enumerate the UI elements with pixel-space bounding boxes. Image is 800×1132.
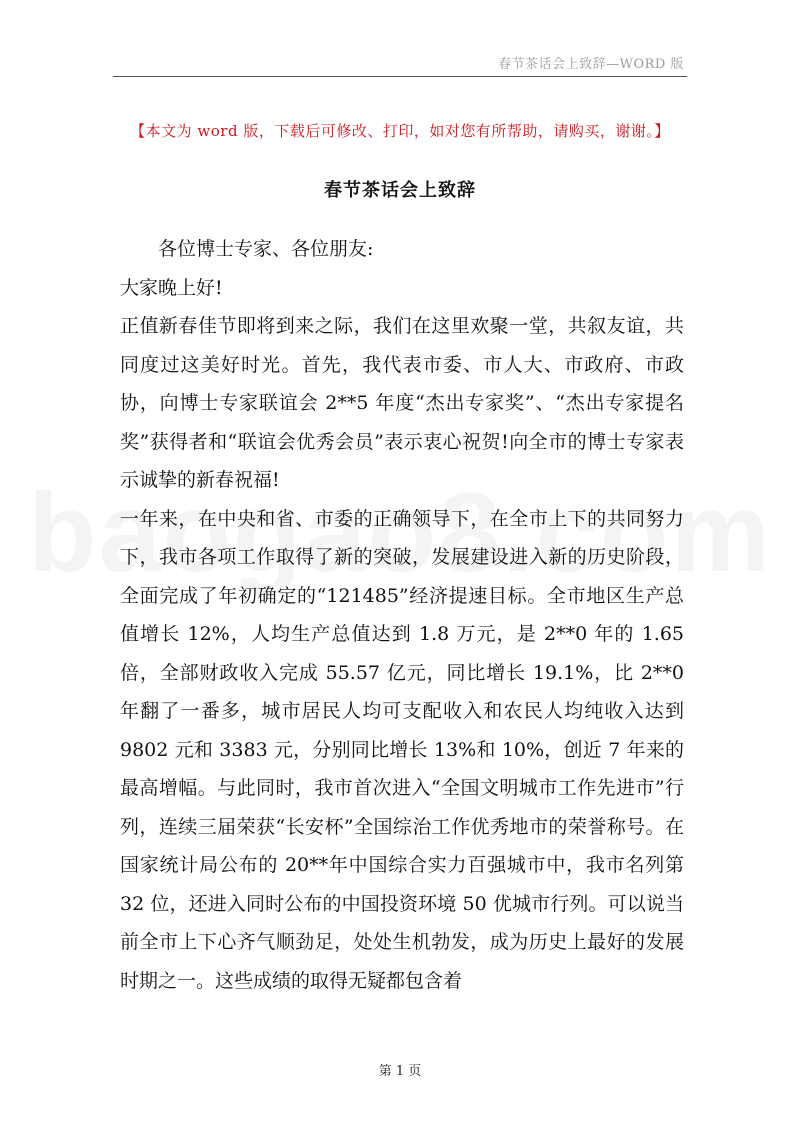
body-paragraph: 正值新春佳节即将到来之际，我们在这里欢聚一堂，共叙友谊，共同度过这美好时光。首先，我代表市委、市人大、市政府、市政协，向博士专家联谊会 2**5 年度“杰出专家奖”、“杰出专家提名奖”获得者和“联谊会优秀会员”表示衷心祝贺!向全市的博士专家表示诚挚的新春祝福! <box>120 315 684 491</box>
download-notice: 【本文为 word 版，下载后可修改、打印，如对您有所帮助，请购买，谢谢。】 <box>130 122 670 140</box>
document-body <box>120 230 684 1000</box>
salutation: 各位博士专家、各位朋友: <box>158 238 374 260</box>
body-paragraph: 一年来，在中央和省、市委的正确领导下，在全市上下的共同努力下，我市各项工作取得了新的突破，发展建设进入新的历史阶段，全面完成了年初确定的“121485”经济提速目标。全市地区生产总值增长 12%，人均生产总值达到 1.8 万元，是 2**0 年的 1.65 倍，全部财政收入完成 55.57 亿元，同比增长 19.1%，比 2**0 年翻了一番多，城市居民人均可支配收入和农民人均纯收入达到 9802 元和 3383 元，分别同比增长 13%和 10%，创近 7 年来的最高增幅。与此同时，我市首次进入“全国文明城市工作先进市”行列，连续三届荣获“长安杯”全国综治工作优秀地市的荣誉称号。在国家统计局公布的 20**年中国综合实力百强城市中，我市名列第 32 位，还进入同时公布的中国投资环境 50 优城市行列。可以说当前全市上下心齐气顺劲足，处处生机勃发，成为历史上最好的发展时期之一。这些成绩的取得无疑都包含着 <box>120 507 684 992</box>
document-title: 春节茶话会上致辞 <box>324 180 476 201</box>
running-header: 春节茶话会上致辞—WORD 版 <box>498 57 684 72</box>
header-divider <box>113 76 687 77</box>
greeting: 大家晚上好! <box>120 276 223 299</box>
page-number: 第 1 页 <box>378 1064 422 1079</box>
